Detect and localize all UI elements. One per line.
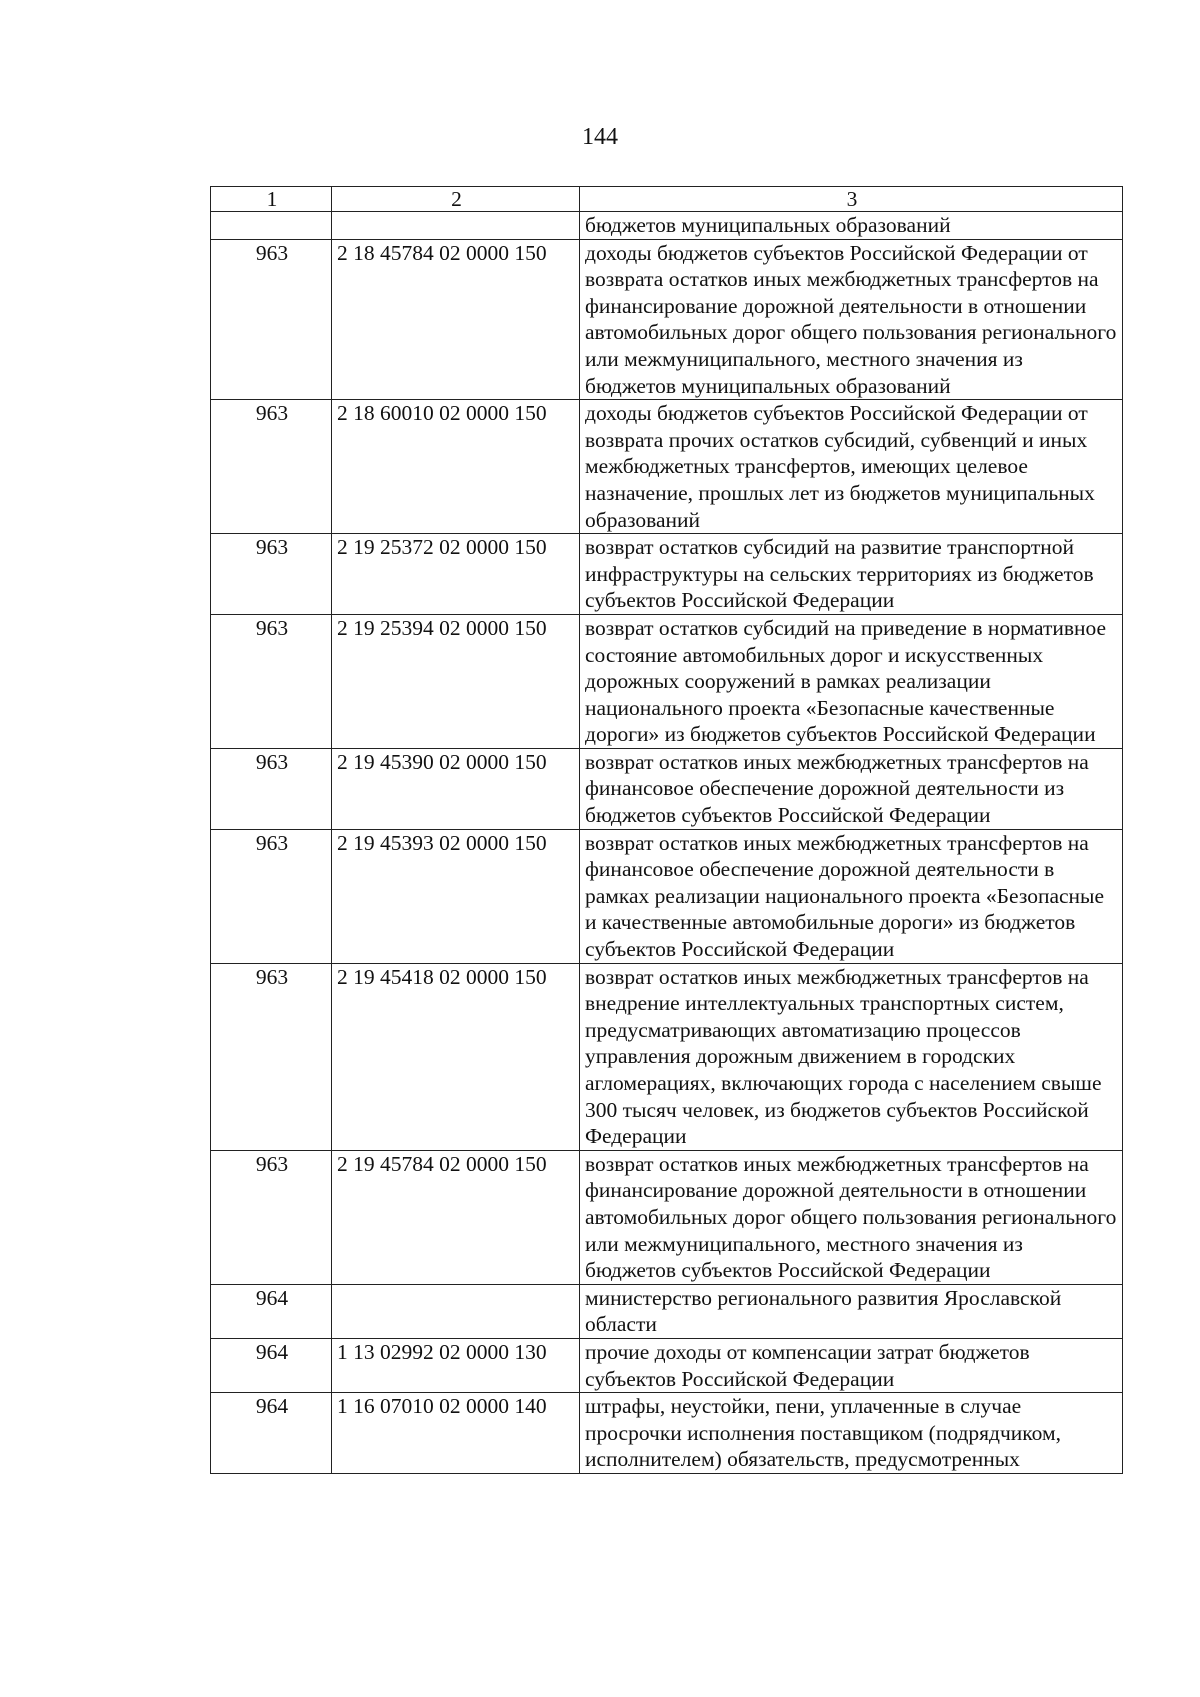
revenue-code-cell: 2 19 25394 02 0000 150: [332, 614, 580, 748]
admin-code-cell: 963: [211, 963, 332, 1150]
table-row: [211, 400, 1123, 534]
admin-code-cell: 963: [211, 1150, 332, 1284]
table-row: [211, 829, 1123, 963]
admin-code-cell: 964: [211, 1393, 332, 1474]
description-cell: бюджетов муниципальных образований: [580, 212, 1123, 240]
description-cell: доходы бюджетов субъектов Российской Федерации от возврата остатков иных межбюджетных трансфертов на финансирование дорожной деятельности в отношении автомобильных дорог общего пользования регионального или межмуниципального, местного значения из бюджетов муниципальных образований: [580, 239, 1123, 400]
description-cell: штрафы, неустойки, пени, уплаченные в случае просрочки исполнения поставщиком (подрядчиком, исполнителем) обязательств, предусмотренных: [580, 1393, 1123, 1474]
table-row: [211, 614, 1123, 748]
admin-code-cell: 963: [211, 400, 332, 534]
description-cell: доходы бюджетов субъектов Российской Федерации от возврата прочих остатков субсидий, субвенций и иных межбюджетных трансфертов, имеющих целевое назначение, прошлых лет из бюджетов муниципальных образований: [580, 400, 1123, 534]
admin-code-cell: 964: [211, 1338, 332, 1392]
revenue-code-cell: 2 18 60010 02 0000 150: [332, 400, 580, 534]
revenue-code-cell: 2 19 25372 02 0000 150: [332, 534, 580, 615]
table-row: [211, 212, 1123, 240]
admin-code-cell: [211, 212, 332, 240]
description-cell: возврат остатков иных межбюджетных трансфертов на финансовое обеспечение дорожной деятельности из бюджетов субъектов Российской Федерации: [580, 748, 1123, 829]
revenue-code-cell: 2 19 45784 02 0000 150: [332, 1150, 580, 1284]
table-row: [211, 748, 1123, 829]
column-header-3: 3: [580, 187, 1123, 212]
admin-code-cell: 963: [211, 534, 332, 615]
table-row: [211, 963, 1123, 1150]
table-body: [211, 187, 1123, 1474]
table-row: [211, 1393, 1123, 1474]
admin-code-cell: 963: [211, 614, 332, 748]
revenue-code-cell: 2 19 45393 02 0000 150: [332, 829, 580, 963]
admin-code-cell: 963: [211, 239, 332, 400]
description-cell: министерство регионального развития Ярославской области: [580, 1284, 1123, 1338]
table-row: [211, 1338, 1123, 1392]
description-cell: возврат остатков субсидий на приведение в нормативное состояние автомобильных дорог и искусственных дорожных сооружений в рамках реализации национального проекта «Безопасные качественные дороги» из бюджетов субъектов Российской Федерации: [580, 614, 1123, 748]
revenue-code-cell: 2 19 45390 02 0000 150: [332, 748, 580, 829]
revenue-code-cell: 2 18 45784 02 0000 150: [332, 239, 580, 400]
column-header-2: 2: [332, 187, 580, 212]
revenue-code-cell: [332, 1284, 580, 1338]
revenue-code-cell: 1 13 02992 02 0000 130: [332, 1338, 580, 1392]
description-cell: возврат остатков иных межбюджетных трансфертов на финансирование дорожной деятельности в отношении автомобильных дорог общего пользования регионального или межмуниципального, местного значения из бюджетов субъектов Российской Федерации: [580, 1150, 1123, 1284]
revenue-code-cell: 2 19 45418 02 0000 150: [332, 963, 580, 1150]
revenue-code-cell: 1 16 07010 02 0000 140: [332, 1393, 580, 1474]
admin-code-cell: 963: [211, 829, 332, 963]
page-number: 144: [582, 124, 618, 150]
admin-code-cell: 963: [211, 748, 332, 829]
description-cell: возврат остатков субсидий на развитие транспортной инфраструктуры на сельских территориях из бюджетов субъектов Российской Федерации: [580, 534, 1123, 615]
table-header-row: [211, 187, 1123, 212]
table-row: [211, 1284, 1123, 1338]
table-row: [211, 534, 1123, 615]
admin-code-cell: 964: [211, 1284, 332, 1338]
table-row: [211, 239, 1123, 400]
description-cell: возврат остатков иных межбюджетных трансфертов на финансовое обеспечение дорожной деятельности в рамках реализации национального проекта «Безопасные и качественные автомобильные дороги» из бюджетов субъектов Российской Федерации: [580, 829, 1123, 963]
column-header-1: 1: [211, 187, 332, 212]
revenue-code-cell: [332, 212, 580, 240]
description-cell: прочие доходы от компенсации затрат бюджетов субъектов Российской Федерации: [580, 1338, 1123, 1392]
revenue-classification-table: [210, 186, 1123, 1474]
description-cell: возврат остатков иных межбюджетных трансфертов на внедрение интеллектуальных транспортных систем, предусматривающих автоматизацию процессов управления дорожным движением в городских агломерациях, включающих города с населением свыше 300 тысяч человек, из бюджетов субъектов Российской Федерации: [580, 963, 1123, 1150]
table-row: [211, 1150, 1123, 1284]
